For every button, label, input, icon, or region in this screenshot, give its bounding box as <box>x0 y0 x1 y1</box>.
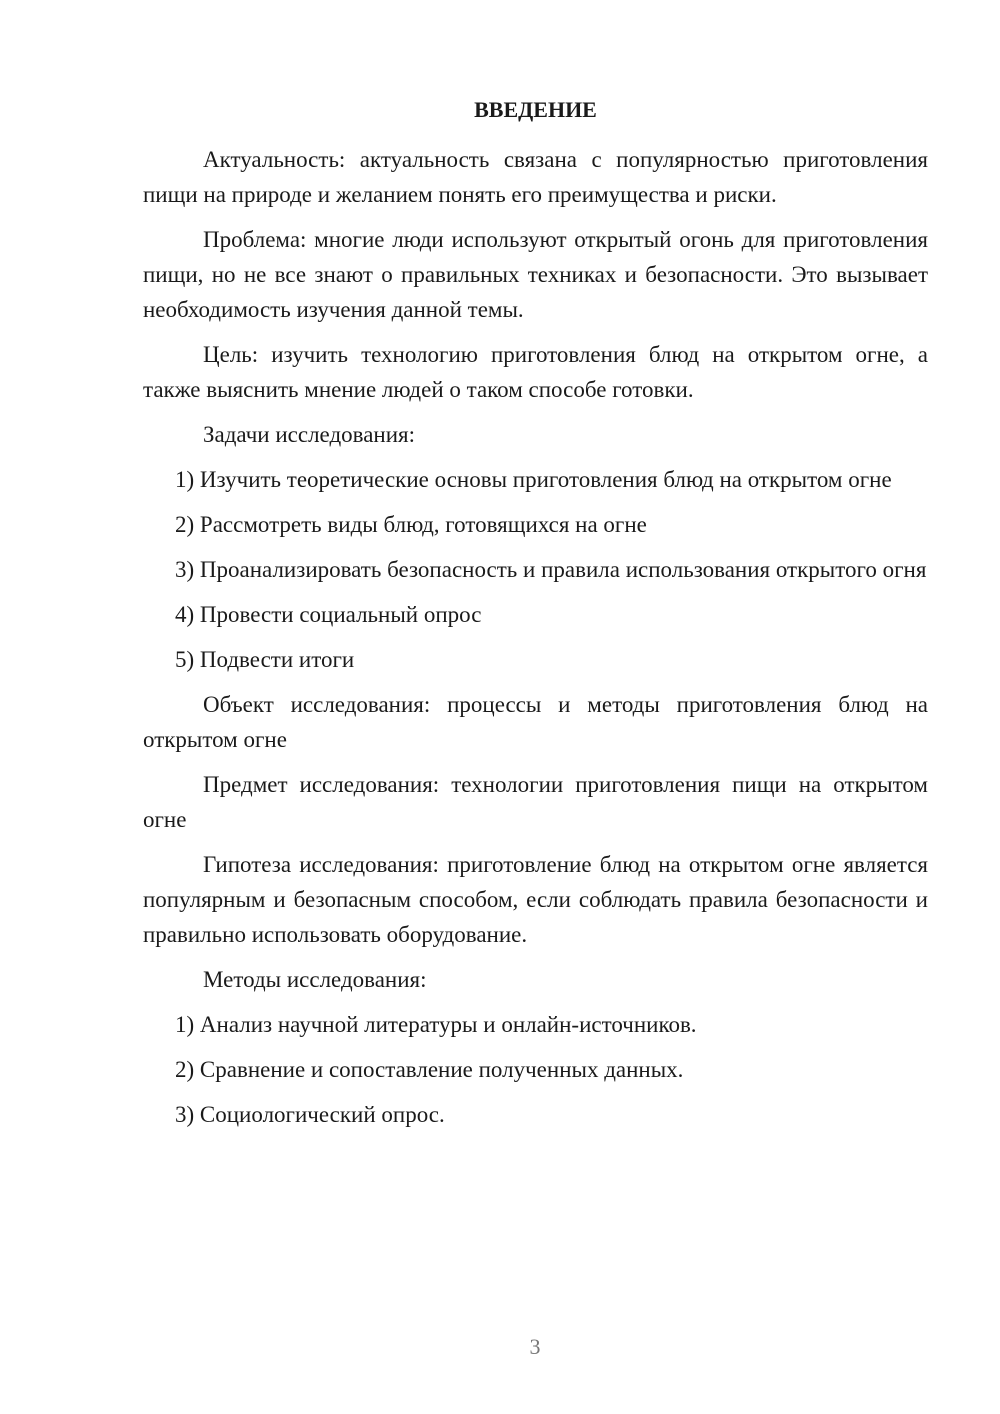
problem-paragraph: Проблема: многие люди используют открытый огонь для приготовления пищи, но не все знают о правильных техниках и безопасности. Это вызывает необходимость изучения данной темы. <box>143 227 928 322</box>
hypothesis-paragraph: Гипотеза исследования: приготовление блюд на открытом огне является популярным и безопасным способом, если соблюдать правила безопасности и правильно использовать оборудование. <box>143 852 928 947</box>
methods-heading: Методы исследования: <box>203 967 427 992</box>
document-page <box>143 92 928 1142</box>
task-item-5: 5) Подвести итоги <box>175 647 355 672</box>
object-paragraph: Объект исследования: процессы и методы приготовления блюд на открытом огне <box>143 692 928 752</box>
task-item-3: 3) Проанализировать безопасность и правила использования открытого огня <box>175 557 927 582</box>
task-item-2: 2) Рассмотреть виды блюд, готовящихся на огне <box>175 512 647 537</box>
section-title: ВВЕДЕНИЕ <box>474 97 597 122</box>
goal-paragraph: Цель: изучить технологию приготовления блюд на открытом огне, а также выяснить мнение людей о таком способе готовки. <box>143 342 928 402</box>
task-item-4: 4) Провести социальный опрос <box>175 602 482 627</box>
method-item-3: 3) Социологический опрос. <box>175 1102 445 1127</box>
method-item-2: 2) Сравнение и сопоставление полученных данных. <box>175 1057 684 1082</box>
subject-paragraph: Предмет исследования: технологии приготовления пищи на открытом огне <box>143 772 928 832</box>
task-item-1: 1) Изучить теоретические основы приготовления блюд на открытом огне <box>175 467 892 492</box>
method-item-1: 1) Анализ научной литературы и онлайн-источников. <box>175 1012 697 1037</box>
tasks-heading: Задачи исследования: <box>203 422 416 447</box>
page-number: 3 <box>529 1334 541 1359</box>
relevance-paragraph: Актуальность: актуальность связана с популярностью приготовления пищи на природе и желанием понять его преимущества и риски. <box>143 147 928 207</box>
